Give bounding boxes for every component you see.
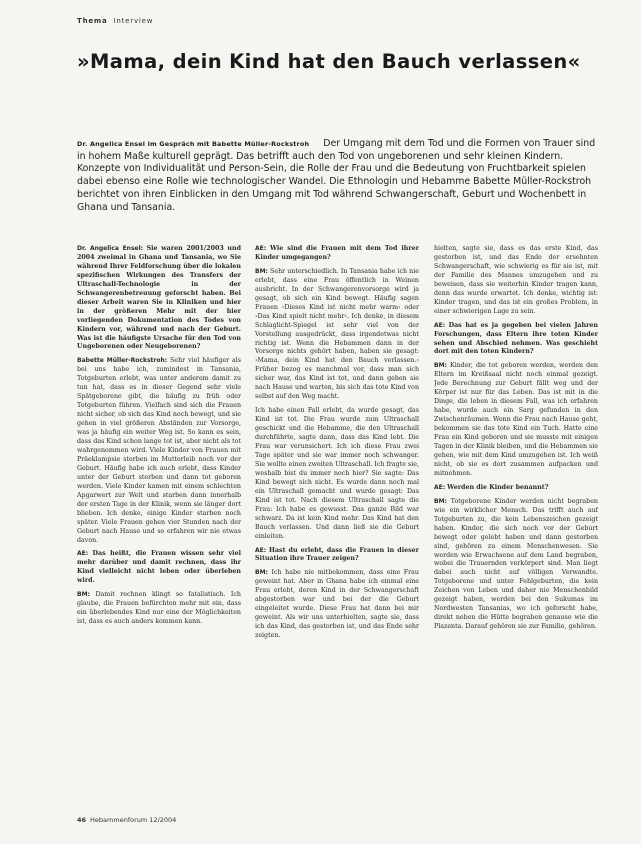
speaker: AE: <box>77 550 89 558</box>
answer-text: Sehr unterschiedlich. In Tansania habe ich nie erlebt, dass eine Frau öffentlich in Weinen ausbricht. In der Schwangerenvorsorge wird ja gesagt, ob sich ein Kind bewegt. Häufig sagen Frauen ›Dieses Kind ist nicht mehr warm‹ oder ›Das Kind spielt nicht mehr‹. Ich denke, in diesem Schlaglicht-Spiegel ist sehr viel von der Vorstellung ausgedrückt, dass irgendetwas nicht richtig ist. Wenn die Hebammen dann in der Vorsorge nichts gehört haben, haben sie gesagt: ›Mama, dein Kind hat den Bauch verlassen.‹ Früher bezog es manchmal vor, dass man sich sicher war, das Kind ist tot, und dann gehen sie nach Hause und warten, bis sich das tote Kind von selbst auf den Weg macht. <box>255 267 419 401</box>
paragraph <box>434 484 598 493</box>
lead-text: Der Umgang mit dem Tod und die Formen von Trauer sind in hohem Maße kulturell geprägt. Das betrifft auch den Tod von ungeborenen und sehr kleinen Kindern. Konzepte von Individualität und Person-Sein, die Rolle der Frau und die Bedeutung von Fruchtbarkeit spielen dabei ebenso eine Rolle wie technologischer Wandel. Die Ethnologin und Hebamme Babette Müller-Rockstroh berichtet von ihren Einblicken in den Umgang mit Tod während Schwangerschaft, Geburt und Wochenbett in Ghana und Tansania. <box>77 138 596 213</box>
paragraph <box>77 591 241 627</box>
paragraph <box>255 245 419 263</box>
paragraph <box>434 322 598 358</box>
answer-text: Kinder, die tot geboren werden, werden den Eltern im Kreißsaal nicht noch einmal gezeigt. Jede Berechnung zur Geburt fällt weg und der Körper ist nur für das Leben. Das ist mit in die Dinge, die leben in diesem Fall, was ich erfahren habe, wurde auch ein Sarg gefunden in den Zwischenräumen. Wenn die Frau nach Hause geht, bekommen sie das tote Kind ein Tuch. Hatte eine Frau ein Kind geboren und sie musste mit einigen Tagen in der Klinik bleiben, und die Hebammen sie gehen, wie mit dem Kind umzugehen ist. Ich weiß nicht, ob sie es dort zusammen aufpacken und mitnehmen. <box>434 362 598 477</box>
magazine-name: Hebammenforum 12/2004 <box>90 816 177 824</box>
paragraph <box>434 245 598 317</box>
paragraph <box>255 268 419 402</box>
paragraph <box>434 362 598 478</box>
answer-text: Ich habe nie mitbekommen, dass eine Frau geweint hat. Aber in Ghana habe ich einmal eine Frau erlebt, deren Kind in der Schwangerschaft abgestorben war und bei der die Geburt eingeleitet wurde. Diese Frau hat dann bei mir geweint. Als wir uns unterhielten, sagte sie, dass ich das Kind, das gestorben ist, und das Ende sehr zeigten. <box>255 569 419 640</box>
answer-text: Damit rechnen klingt so fatalistisch. Ich glaube, die Frauen befürchten mehr mit ein, dass ein überlebendes Kind nur eine der Möglichkeiten ist, dass es auch anders kommen kann. <box>77 591 241 626</box>
speaker: AE: <box>434 321 446 329</box>
column-3 <box>434 245 598 813</box>
page-footer <box>77 816 176 824</box>
question-text: Sie waren 2001/2003 und 2004 zweimal in Ghana und Tansania, wo Sie während Ihrer Feldforschung über die lokalen spezifischen Wirkungen des Transfers der Ultraschall-Technologie in der Schwangerenbetreuung geforscht haben. Bei dieser Arbeit waren Sie in Kliniken und hier in der größeren Mehr mit der hier vorliegenden Dokumentation des Todes von Kindern vor, während und nach der Geburt. Was ist die häufigste Ursache für den Tod von Ungeborenen oder Neugeborenen? <box>77 245 241 351</box>
paragraph <box>77 245 241 352</box>
question-text: Das hat es ja gegeben bei vielen Jahren Forschungen, dass Eltern ihre toten Kinder sehen und Abschied nehmen. Was geschieht dort mit den toten Kindern? <box>434 321 598 356</box>
speaker: AE: <box>434 483 446 491</box>
speaker: BM: <box>434 362 447 370</box>
paragraph <box>255 547 419 565</box>
answer-text: Sehr viel häufiger als bei uns habe ich, zumindest in Tansania, Totgeburten erlebt, was unter anderem damit zu tun hat, dass es in dieser Gegend sehr viele Spätgeborene gibt, die häufig zu früh oder Totgeburten führen. Vielfach sind sich die Frauen nicht sicher, ob sich das Kind noch bewegt, und sie gehen in viel größeren Abständen zur Vorsorge, was ja häufig ein weiter Weg ist. So kann es sein, dass das Kind schon lange tot ist, aber nicht als tot wahrgenommen wird. Viele Kinder von Frauen mit Präeklampsie sterben im Mutterleib noch vor der Geburt. Häufig habe ich auch erlebt, dass Kinder unter der Geburt sterben und dann tot geboren werden. Viele Kinder kamen mit einem schlechten Apgarwert zur Welt und starben dann innerhalb der ersten Tage in der Klinik, wenn sie länger dort blieben. Ich denke, einige Kinder starben noch später. Viele Frauen gehen vier Stunden nach der Geburt nach Hause und so erfahren wir nie etwas davon. <box>77 357 241 544</box>
paragraph <box>434 498 598 632</box>
section-label: Thema <box>77 17 108 25</box>
answer-text: hielten, sagte sie, dass es das erste Kind, das gestorben ist, und das Ende der ersehnten Schwangerschaft, wie schwierig es für sie ist, mit der Familie des Mannes umzugehen und zu beweisen, dass sie weiterhin Kinder tragen kann, denn das wurde erwartet. Ich denke, wichtig ist: Kinder tragen, und das ist ein großes Problem, in einer schwierigen Lage zu sein. <box>434 245 598 315</box>
column-1 <box>77 245 241 813</box>
paragraph <box>77 550 241 586</box>
question-text: Wie sind die Frauen mit dem Tod ihrer Kinder umgegangen? <box>255 245 419 261</box>
speaker: BM: <box>255 569 268 577</box>
subsection-label: Interview <box>113 17 154 25</box>
section-header <box>77 17 153 25</box>
speaker: BM: <box>255 267 268 275</box>
article-title: »Mama, dein Kind hat den Bauch verlassen« <box>77 50 581 73</box>
speaker: AE: <box>255 245 267 252</box>
speaker: BM: <box>77 591 90 599</box>
speaker: BM: <box>434 497 447 505</box>
speaker: AE: <box>255 546 267 554</box>
speaker: Babette Müller-Rockstroh: <box>77 357 168 365</box>
page-number: 46 <box>77 816 87 824</box>
article-lead <box>77 138 597 214</box>
paragraph <box>255 407 419 541</box>
answer-text: Totgeborene Kinder werden nicht begraben wie ein wirklicher Mensch. Das trifft auch auf Totgeburten zu, die kein Lebenszeichen gezeigt haben. Kinder, die sich noch vor der Geburt bewegt oder gelebt haben und dann gestorben sind, gehören zu einem Menschenwesen. Sie werden wie Erwachsene auf dem Land begraben, wobei die Trauernden verkörpert sind. Man liegt dabei auch nicht auf völligen Verwandte. Totgeborene und unter Fehlgeburten, die kein Zeichen von Leben und daher nie Menschenbild gezeigt haben, werden bei den Sukumas im Nordwesten Tansanias, wo ich geforscht habe, direkt neben die Hütte begraben genauso wie die Plazenta. Darauf gehören sie zur Familie, gehören. <box>434 497 598 631</box>
paragraph <box>77 357 241 545</box>
column-2 <box>255 245 419 813</box>
article-body <box>77 245 602 813</box>
question-text: Werden die Kinder benannt? <box>447 483 549 491</box>
paragraph <box>255 569 419 641</box>
question-text: Das heißt, die Frauen wissen sehr viel mehr darüber und damit rechnen, dass ihr Kind vielleicht nicht leben oder überleben wird. <box>77 550 241 585</box>
byline: Dr. Angelica Ensel im Gespräch mit Babette Müller-Rockstroh <box>77 140 310 148</box>
speaker: Dr. Angelica Ensel: <box>77 245 144 252</box>
answer-text: Ich habe einen Fall erlebt, da wurde gesagt, das Kind ist tot. Die Frau wurde zum Ultraschall geschickt und die Hebamme, die den Ultraschall durchführte, sagte dann, dass das Kind lebt. Die Frau war verunsichert. Ich ich diese Frau zwei Tage später und sie war immer noch schwanger. Sie wollte einen zweiten Ultraschall. Ich fragte sie, weshalb bist du immer noch hier? Sie sagte: Das Kind bewegt sich nicht. Es wurde dann noch mal ein Ultraschall gemacht und wurde gesagt: Das Kind ist tot. Nach diesem Ultraschall sagte die Frau: Ich habe es gewusst. Das ganze Bild war schwarz. Da ist kein Kind mehr. Das Kind hat den Bauch verlassen. Und dann ließ sie die Geburt einleiten. <box>255 407 419 540</box>
question-text: Hast du erlebt, dass die Frauen in dieser Situation ihre Trauer zeigen? <box>255 546 419 563</box>
